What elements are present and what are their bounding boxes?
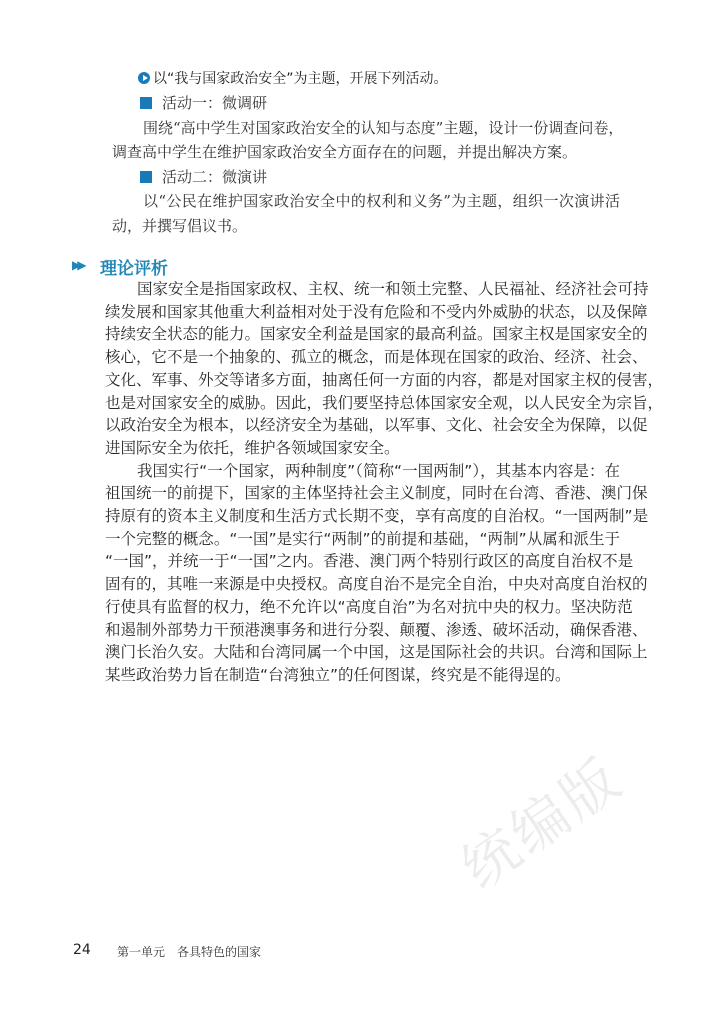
activity-text-line: 以“公民在维护国家政治安全中的权利和义务”为主题，组织一次演讲活: [143, 192, 620, 210]
body-text-line: 核心，它不是一个抽象的、孤立的概念，而是体现在国家的政治、经济、社会、: [105, 348, 648, 367]
body-text-line: 以政治安全为根本，以经济安全为基础，以军事、文化、社会安全为保障，以促: [105, 416, 648, 435]
body-text-line: 持续安全状态的能力。国家安全利益是国家的最高利益。国家主权是国家安全的: [105, 325, 648, 344]
activity-title: 活动一：微调研: [140, 92, 267, 113]
activity-text-line: 围绕“高中学生对国家政治安全的认知与态度”主题，设计一份调查问卷，: [143, 118, 624, 137]
activity-text-line: 调查高中学生在维护国家政治安全方面存在的问题，并提出解决方案。: [112, 143, 578, 161]
body-text-line: 澳门长治久安。大陆和台湾同属一个中国，这是国际社会的共识。台湾和国际上: [105, 643, 648, 662]
square-bullet-icon: [140, 171, 152, 183]
body-text-line: 一个完整的概念。“一国”是实行“两制”的前提和基础，“两制”从属和派生于: [105, 529, 620, 548]
activity-title: 活动二：微演讲: [140, 166, 267, 187]
square-bullet-icon: [140, 97, 152, 109]
page-number: 24: [73, 942, 91, 958]
body-text-line: 文化、军事、外交等诸多方面，抽离任何一方面的内容，都是对国家主权的侵害，: [105, 370, 664, 389]
section-heading: 理论评析: [100, 259, 168, 279]
watermark: 统编版: [450, 745, 635, 902]
body-text-line: “一国”，并统一于“一国”之内。香港、澳门两个特别行政区的高度自治权不是: [105, 552, 634, 571]
body-text-line: 续发展和国家其他重大利益相对处于没有危险和不受内外威胁的状态，以及保障: [105, 302, 648, 321]
body-text-line: 某些政治势力旨在制造“台湾独立”的任何图谋，终究是不能得逞的。: [105, 665, 571, 684]
activity-text-line: 动，并撰写倡议书。: [112, 216, 248, 235]
body-text-line: 和遏制外部势力干预港澳事务和进行分裂、颠覆、渗透、破坏活动，确保香港、: [105, 620, 648, 639]
body-text-line: 我国实行“一个国家，两种制度”（简称“一国两制”），其基本内容是：在: [137, 461, 620, 480]
body-text-line: 进国际安全为依托，维护各领域国家安全。: [105, 438, 400, 457]
double-chevron-icon: ▶▶: [72, 258, 83, 272]
body-text-line: 祖国统一的前提下，国家的主体坚持社会主义制度，同时在台湾、香港、澳门保: [105, 484, 648, 503]
body-text-line: 持原有的资本主义制度和生活方式长期不变，享有高度的自治权。“一国两制”是: [105, 507, 649, 525]
body-text-line: 也是对国家安全的威胁。因此，我们要坚持总体国家安全观，以人民安全为宗旨，: [105, 393, 664, 412]
footer-unit-title: 第一单元 各具特色的国家: [117, 945, 262, 959]
body-text-line: 固有的，其唯一来源是中央授权。高度自治不是完全自治，中央对高度自治权的: [105, 575, 648, 594]
activity-intro: 以“我与国家政治安全”为主题，开展下列活动。: [138, 68, 448, 88]
body-text-line: 国家安全是指国家政权、主权、统一和领土完整、人民福祉、经济社会可持: [137, 280, 649, 298]
play-bullet-icon: [138, 72, 150, 84]
body-text-line: 行使具有监督的权力，绝不允许以“高度自治”为名对抗中央的权力。坚决防范: [105, 597, 633, 616]
